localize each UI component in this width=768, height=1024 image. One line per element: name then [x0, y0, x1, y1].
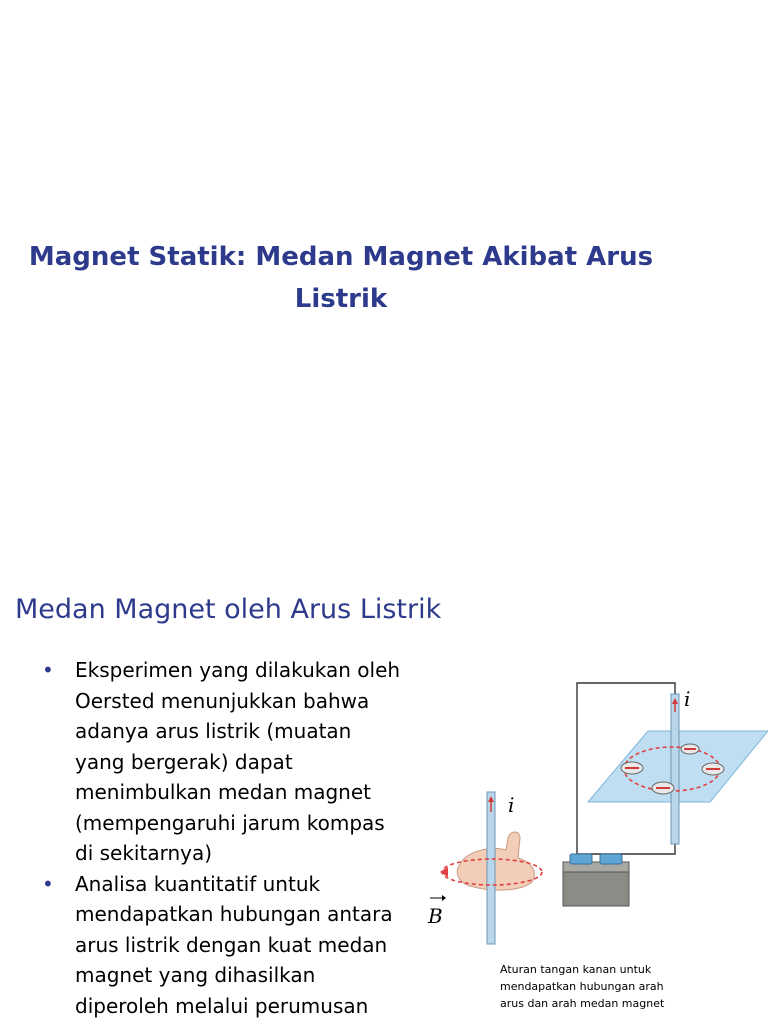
compass-icon	[681, 744, 699, 754]
content-slide	[0, 576, 768, 1024]
slide-title	[20, 236, 662, 320]
current-label-top: i	[684, 687, 691, 711]
battery-icon	[563, 854, 629, 906]
current-label-hand: i	[508, 793, 515, 817]
bullet-marker: •	[42, 871, 54, 896]
bullet-text: Eksperimen yang dilakukan oleh Oersted menunjukkan bahwa adanya arus listrik (muatan yang bergerak) dapat menimbulkan medan magnet (mempengaruhi jarum kompas di sekitarnya)	[75, 658, 401, 865]
vertical-conductor	[671, 694, 679, 844]
bullet-item	[42, 869, 412, 1022]
slide-title-line-1: Magnet Statik: Medan Magnet Akibat Arus	[28, 242, 654, 272]
compass-icon	[652, 782, 674, 794]
field-arrow-icon	[440, 867, 448, 877]
bullet-list	[42, 655, 412, 1021]
compass-icon	[621, 762, 643, 774]
slide-heading: Medan Magnet oleh Arus Listrik	[15, 594, 442, 625]
oersted-figure	[420, 666, 768, 1024]
figure-caption: Aturan tangan kanan untuk mendapatkan hubungan arah arus dan arah medan magnet	[500, 963, 665, 1010]
bullet-marker: •	[42, 658, 54, 682]
field-label: B	[428, 904, 443, 928]
bullet-text: Analisa kuantitatif untuk mendapatkan hubungan antara arus listrik dengan kuat medan magnet yang dihasilkan diperoleh melalui perumusan	[75, 871, 393, 1018]
bullet-item	[42, 655, 412, 869]
compass-icon	[702, 763, 724, 775]
hand-conductor	[487, 792, 495, 944]
slide-title-line-2: Listrik	[294, 284, 388, 314]
